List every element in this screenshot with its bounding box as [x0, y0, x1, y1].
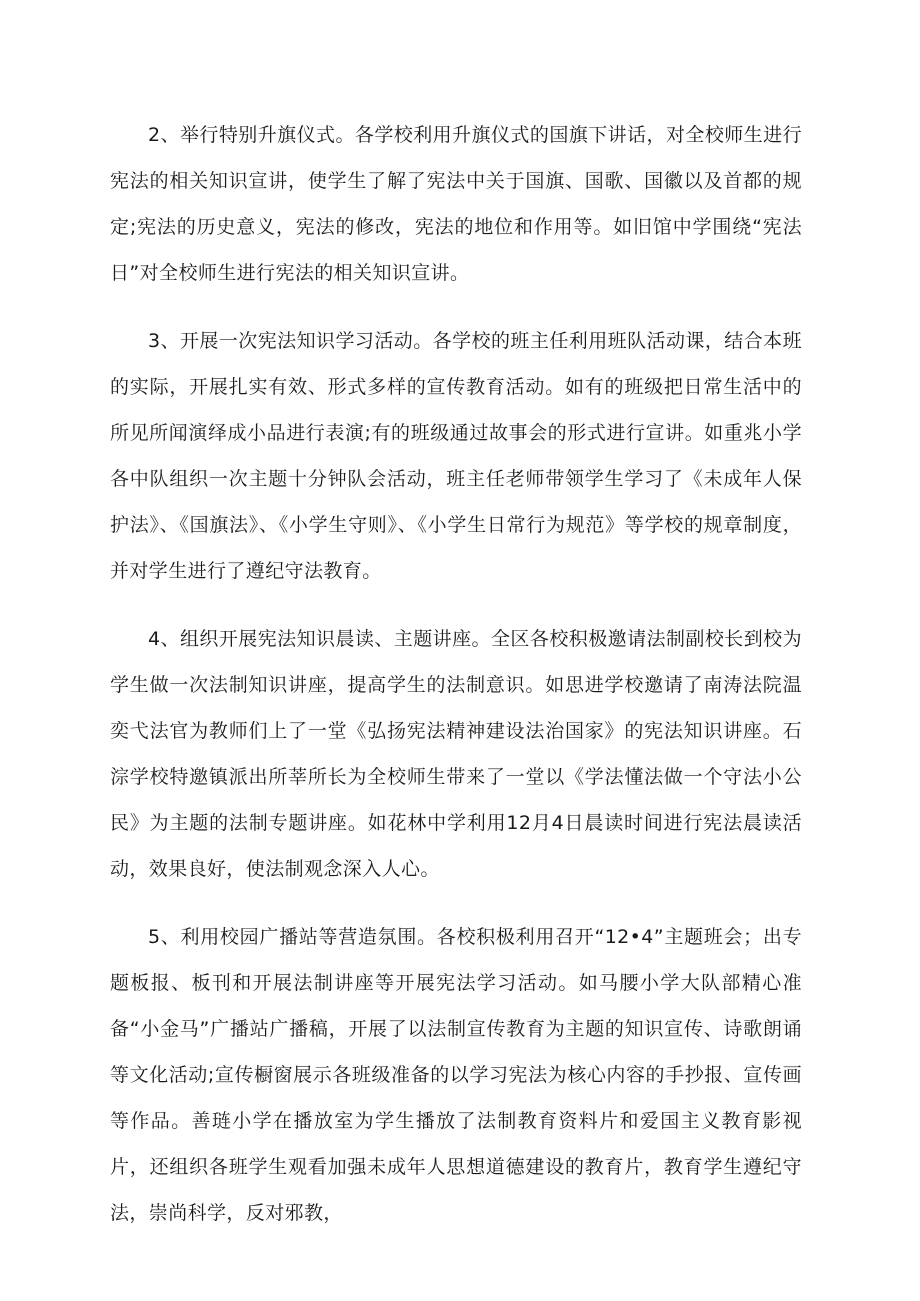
paragraph-2: 2、举行特别升旗仪式。各学校利用升旗仪式的国旗下讲话，对全校师生进行宪法的相关知识宣讲，使学生了解了宪法中关于国旗、国歌、国徽以及首都的规定;宪法的历史意义，宪法的修改，宪法的地位和作用等。如旧馆中学围绕“宪法日”对全校师生进行宪法的相关知识宣讲。: [110, 124, 802, 284]
paragraph-4: 4、组织开展宪法知识晨读、主题讲座。全区各校积极邀请法制副校长到校为学生做一次法制知识讲座，提高学生的法制意识。如思进学校邀请了南涛法院温奕弋法官为教师们上了一堂《弘扬宪法精神建设法治国家》的宪法知识讲座。石淙学校特邀镇派出所莘所长为全校师生带来了一堂以《学法懂法做一个守法小公民》为主题的法制专题讲座。如花林中学利用12月4日晨读时间进行宪法晨读活动，效果良好，使法制观念深入人心。: [110, 628, 802, 880]
paragraph-3: 3、开展一次宪法知识学习活动。各学校的班主任利用班队活动课，结合本班的实际，开展扎实有效、形式多样的宣传教育活动。如有的班级把日常生活中的所见所闻演绎成小品进行表演;有的班级通过故事会的形式进行宣讲。如重兆小学各中队组织一次主题十分钟队会活动，班主任老师带领学生学习了《未成年人保护法》、《国旗法》、《小学生守则》、《小学生日常行为规范》等学校的规章制度，并对学生进行了遵纪守法教育。: [110, 330, 802, 582]
paragraph-5: 5、利用校园广播站等营造氛围。各校积极利用召开“12•4”主题班会；出专题板报、板刊和开展法制讲座等开展宪法学习活动。如马腰小学大队部精心准备“小金马”广播站广播稿，开展了以法制宣传教育为主题的知识宣传、诗歌朗诵等文化活动;宣传橱窗展示各班级准备的以学习宪法为核心内容的手抄报、宣传画等作品。善琏小学在播放室为学生播放了法制教育资料片和爱国主义教育影视片，还组织各班学生观看加强未成年人思想道德建设的教育片，教育学生遵纪守法，崇尚科学，反对邪教，: [110, 926, 802, 1224]
